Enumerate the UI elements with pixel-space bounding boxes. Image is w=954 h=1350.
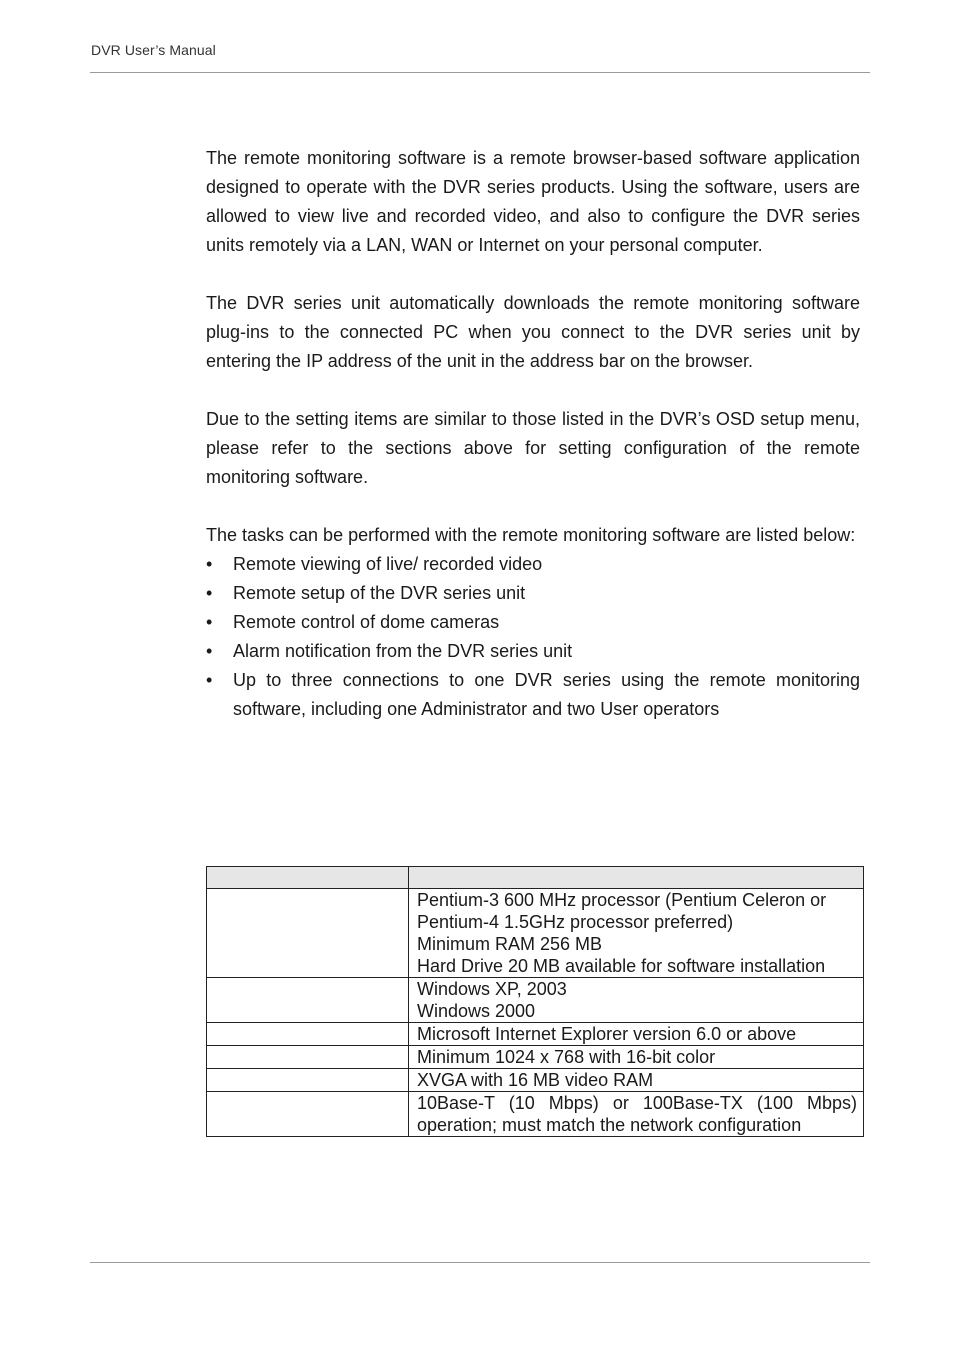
table-value-line: Pentium-4 1.5GHz processor preferred) — [417, 912, 734, 932]
table-value-cell — [409, 1023, 864, 1046]
table-label-cell — [207, 1092, 409, 1137]
table-label-cell — [207, 978, 409, 1023]
table-row — [207, 1092, 864, 1137]
footer-rule — [90, 1262, 870, 1263]
table-label-cell — [207, 1046, 409, 1069]
tasks-list — [206, 550, 860, 724]
table-row — [207, 1069, 864, 1092]
list-item — [206, 608, 860, 637]
bullet-icon: • — [206, 641, 213, 661]
list-item-text: Remote setup of the DVR series unit — [233, 583, 526, 603]
bullet-icon: • — [206, 554, 213, 574]
requirements-table — [206, 866, 864, 1137]
table-value-cell — [409, 889, 864, 978]
list-item — [206, 666, 860, 724]
header-title: DVR User’s Manual — [91, 42, 216, 58]
table-header-cell — [409, 867, 864, 889]
header-rule — [90, 72, 870, 73]
list-item — [206, 550, 860, 579]
table-value-line: Microsoft Internet Explorer version 6.0 or above — [417, 1024, 797, 1044]
table-label-cell — [207, 1069, 409, 1092]
table-value-line: XVGA with 16 MB video RAM — [417, 1070, 654, 1090]
plugin-paragraph: The DVR series unit automatically downloads the remote monitoring software plug-ins to the connected PC when you connect to the DVR series unit by entering the IP address of the unit in the address bar on the browser. — [206, 293, 860, 371]
table-row — [207, 1023, 864, 1046]
table-value-line: Pentium-3 600 MHz processor (Pentium Celeron or — [417, 890, 827, 910]
bullet-icon: • — [206, 670, 213, 690]
table-value-cell — [409, 1069, 864, 1092]
table-row — [207, 889, 864, 978]
table-value-line: Minimum RAM 256 MB — [417, 934, 603, 954]
list-item-text: Alarm notification from the DVR series unit — [233, 641, 573, 661]
bullet-icon: • — [206, 583, 213, 603]
table-row — [207, 1046, 864, 1069]
table-header-row — [207, 867, 864, 889]
list-item — [206, 579, 860, 608]
table-value-cell — [409, 1046, 864, 1069]
list-item-text: Up to three connections to one DVR series using the remote monitoring software, including one Administrator and two User operators — [233, 670, 860, 719]
list-item-text: Remote control of dome cameras — [233, 612, 500, 632]
list-item-text: Remote viewing of live/ recorded video — [233, 554, 543, 574]
table-header-cell — [207, 867, 409, 889]
bullet-icon: • — [206, 612, 213, 632]
settings-paragraph: Due to the setting items are similar to those listed in the DVR’s OSD setup menu, please refer to the sections above for setting configuration of the remote monitoring software. — [206, 409, 860, 487]
table-value-line: Minimum 1024 x 768 with 16-bit color — [417, 1047, 716, 1067]
table-value-line: Windows XP, 2003 — [417, 979, 567, 999]
list-item — [206, 637, 860, 666]
table-label-cell — [207, 889, 409, 978]
table-label-cell — [207, 1023, 409, 1046]
table-value-line: 10Base-T (10 Mbps) or 100Base-TX (100 Mbps) operation; must match the network configuration — [417, 1093, 857, 1135]
tasks-intro-paragraph: The tasks can be performed with the remote monitoring software are listed below: — [206, 525, 856, 545]
table-value-line: Hard Drive 20 MB available for software installation — [417, 956, 826, 976]
table-value-cell — [409, 978, 864, 1023]
intro-paragraph: The remote monitoring software is a remote browser-based software application designed to operate with the DVR series products. Using the software, users are allowed to view live and recorded video, and also to configure the DVR series units remotely via a LAN, WAN or Internet on your personal computer. — [206, 148, 860, 255]
table-value-line: Windows 2000 — [417, 1001, 536, 1021]
table-row — [207, 978, 864, 1023]
table-value-cell — [409, 1092, 864, 1137]
main-content — [206, 144, 860, 724]
